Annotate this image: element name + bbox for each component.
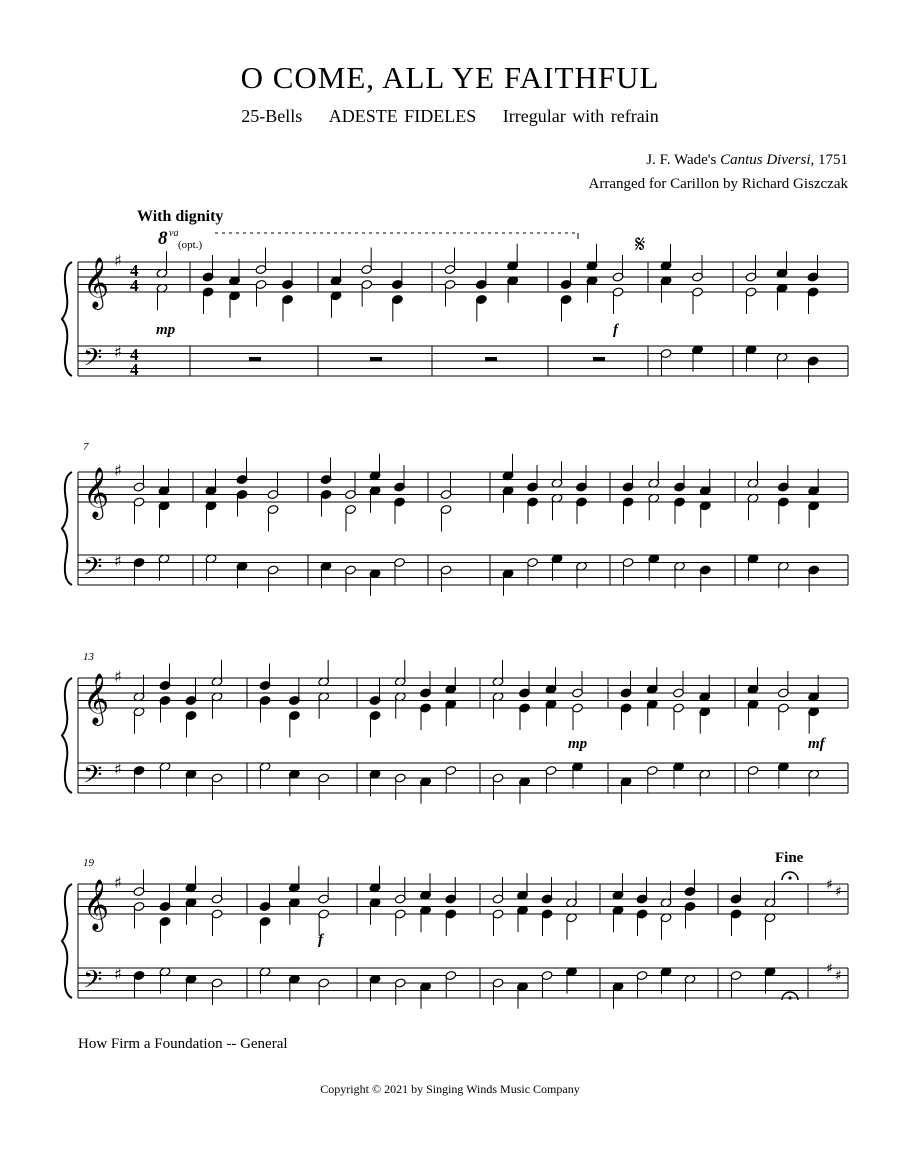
key-signature: ♯ <box>114 667 122 686</box>
key-signature: ♯ <box>114 964 122 984</box>
bass-clef: 𝄢 <box>83 760 103 796</box>
key-signature: ♯ <box>114 873 122 892</box>
dynamic-marking: mp <box>568 736 588 752</box>
key-signature: ♯ <box>114 251 122 270</box>
measure-number: 13 <box>83 651 94 663</box>
whole-rest <box>370 357 382 361</box>
bass-clef: 𝄢 <box>83 343 103 379</box>
measure-number: 19 <box>83 857 94 869</box>
brace <box>62 472 72 585</box>
key-signature: ♯ <box>114 759 122 779</box>
brace <box>62 884 72 998</box>
key-change-sharp: ♯ <box>826 877 833 893</box>
ottava-note: (opt.) <box>178 239 203 251</box>
credit-suffix: , 1751 <box>810 152 848 168</box>
score-systems <box>62 244 848 1009</box>
subtitle-bells: 25-Bells <box>241 106 303 126</box>
whole-rest <box>593 357 605 361</box>
treble-clef: 𝄞 <box>83 673 110 724</box>
time-signature: 4 <box>130 276 139 295</box>
measure-number: 7 <box>83 441 89 453</box>
time-signature: 4 <box>130 360 139 379</box>
credit-work: Cantus Diversi <box>720 152 811 168</box>
brace <box>62 678 72 793</box>
fine-marking: Fine <box>775 850 804 866</box>
time-signature: 4 <box>130 345 139 364</box>
page-title: O COME, ALL YE FAITHFUL <box>240 60 660 95</box>
key-change-sharp: ♯ <box>835 884 842 900</box>
subtitle-tune: ADESTE FIDELES <box>328 106 477 126</box>
treble-clef: 𝄞 <box>83 879 110 930</box>
dynamic-marking: mp <box>156 322 176 338</box>
dynamic-marking: f <box>318 932 323 948</box>
ottava-sign: 8 <box>158 228 168 249</box>
tempo-marking: With dignity <box>137 208 224 225</box>
treble-clef: 𝄞 <box>83 467 110 518</box>
ottava-sup: va <box>169 228 179 239</box>
key-signature: ♯ <box>114 551 122 571</box>
dynamic-marking: f <box>613 322 618 338</box>
brace <box>62 262 72 376</box>
key-signature: ♯ <box>114 461 122 480</box>
whole-rest <box>249 357 261 361</box>
fermata-dot <box>788 876 791 879</box>
segno-sign: 𝄋 <box>635 230 646 258</box>
arranger-credit: Arranged for Carillon by Richard Giszczak <box>588 176 848 192</box>
dynamic-marking: mf <box>808 736 825 752</box>
key-signature: ♯ <box>114 342 122 362</box>
bass-clef: 𝄢 <box>83 965 103 1001</box>
key-change-sharp: ♯ <box>826 961 833 977</box>
key-change-sharp: ♯ <box>835 968 842 984</box>
bass-clef: 𝄢 <box>83 552 103 588</box>
time-signature: 4 <box>130 261 139 280</box>
copyright: Copyright © 2021 by Singing Winds Music Company <box>320 1082 580 1096</box>
footer-note: How Firm a Foundation -- General <box>78 1036 288 1052</box>
treble-clef: 𝄞 <box>83 257 110 308</box>
whole-rest <box>485 357 497 361</box>
fermata-dot <box>788 996 791 999</box>
credit-prefix: J. F. Wade's <box>646 152 721 168</box>
subtitle-meter: Irregular with refrain <box>502 106 659 126</box>
